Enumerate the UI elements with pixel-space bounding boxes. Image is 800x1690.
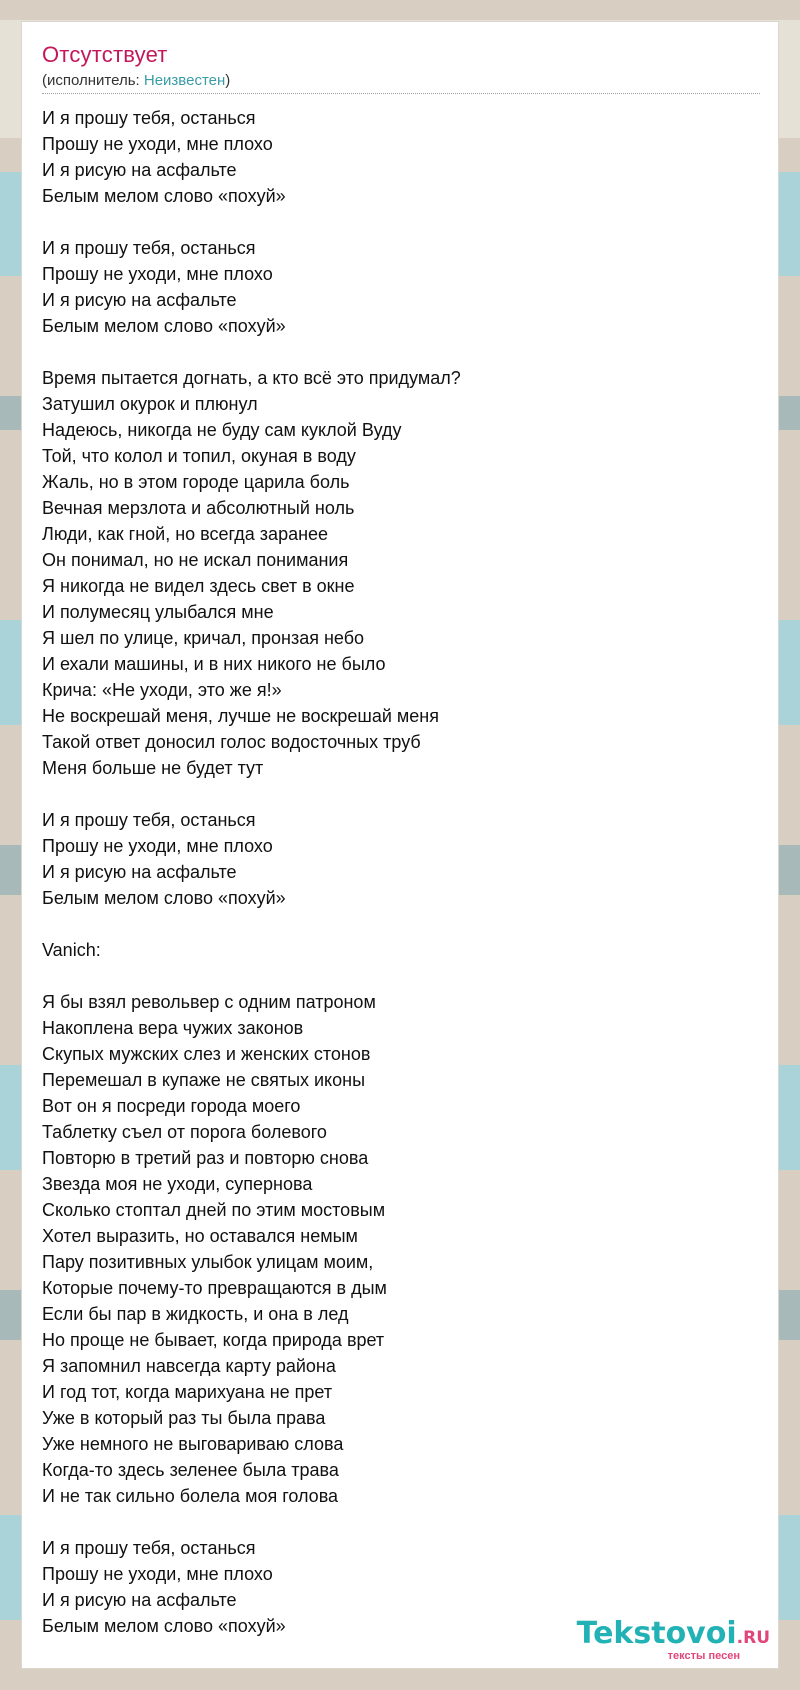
- title-divider: [42, 93, 760, 94]
- lyrics-text: И я прошу тебя, останься Прошу не уходи, мне плохо И я рисую на асфальте Белым мелом слово «похуй» И я прошу тебя, останься Прошу не уходи, мне плохо И я рисую на асфальте Белым мелом слово «похуй» Время пытается догнать, а кто всё это придумал? Затушил окурок и плюнул Надеюсь, никогда не буду сам куклой Вуду Той, что колол и топил, окуная в воду Жаль, но в этом городе царила боль Вечная мерзлота и абсолютный ноль Люди, как гной, но всегда заранее Он понимал, но не искал понимания Я никогда не видел здесь свет в окне И полумесяц улыбался мне Я шел по улице, кричал, пронзая небо И ехали машины, и в них никого не было Крича: «Не уходи, это же я!» Не воскрешай меня, лучше не воскрешай меня Такой ответ доносил голос водосточных труб Меня больше не будет тут И я прошу тебя, останься Прошу не уходи, мне плохо И я рисую на асфальте Белым мелом слово «похуй» Vanich: Я бы взял револьвер с одним патроном Накоплена вера чужих законов Скупых мужских слез и женских стонов Перемешал в купаже не святых иконы Вот он я посреди города моего Таблетку съел от порога болевого Повторю в третий раз и повторю снова Звезда моя не уходи, супернова Сколько стоптал дней по этим мостовым Хотел выразить, но оставался немым Пару позитивных улыбок улицам моим, Которые почему-то превращаются в дым Если бы пар в жидкость, и она в лед Но проще не бывает, когда природа врет Я запомнил навсегда карту района И год тот, когда марихуана не прет Уже в который раз ты была права Уже немного не выговариваю слова Когда-то здесь зеленее была трава И не так сильно болела моя голова И я прошу тебя, останься Прошу не уходи, мне плохо И я рисую на асфальте Белым мелом слово «похуй»: [42, 108, 461, 1636]
- artist-link[interactable]: Неизвестен: [143, 72, 226, 89]
- site-logo[interactable]: [550, 1618, 770, 1662]
- artist-line: [42, 72, 230, 89]
- song-title: Отсутствует: [42, 42, 168, 67]
- artist-prefix: (исполнитель:: [42, 72, 144, 89]
- logo-brand: Tekstovoi: [576, 1616, 737, 1651]
- artist-suffix: ): [225, 72, 231, 89]
- logo-tld: .RU: [736, 1628, 770, 1648]
- lyrics-card: [22, 22, 778, 1668]
- logo-tagline: тексты песен: [667, 1650, 740, 1662]
